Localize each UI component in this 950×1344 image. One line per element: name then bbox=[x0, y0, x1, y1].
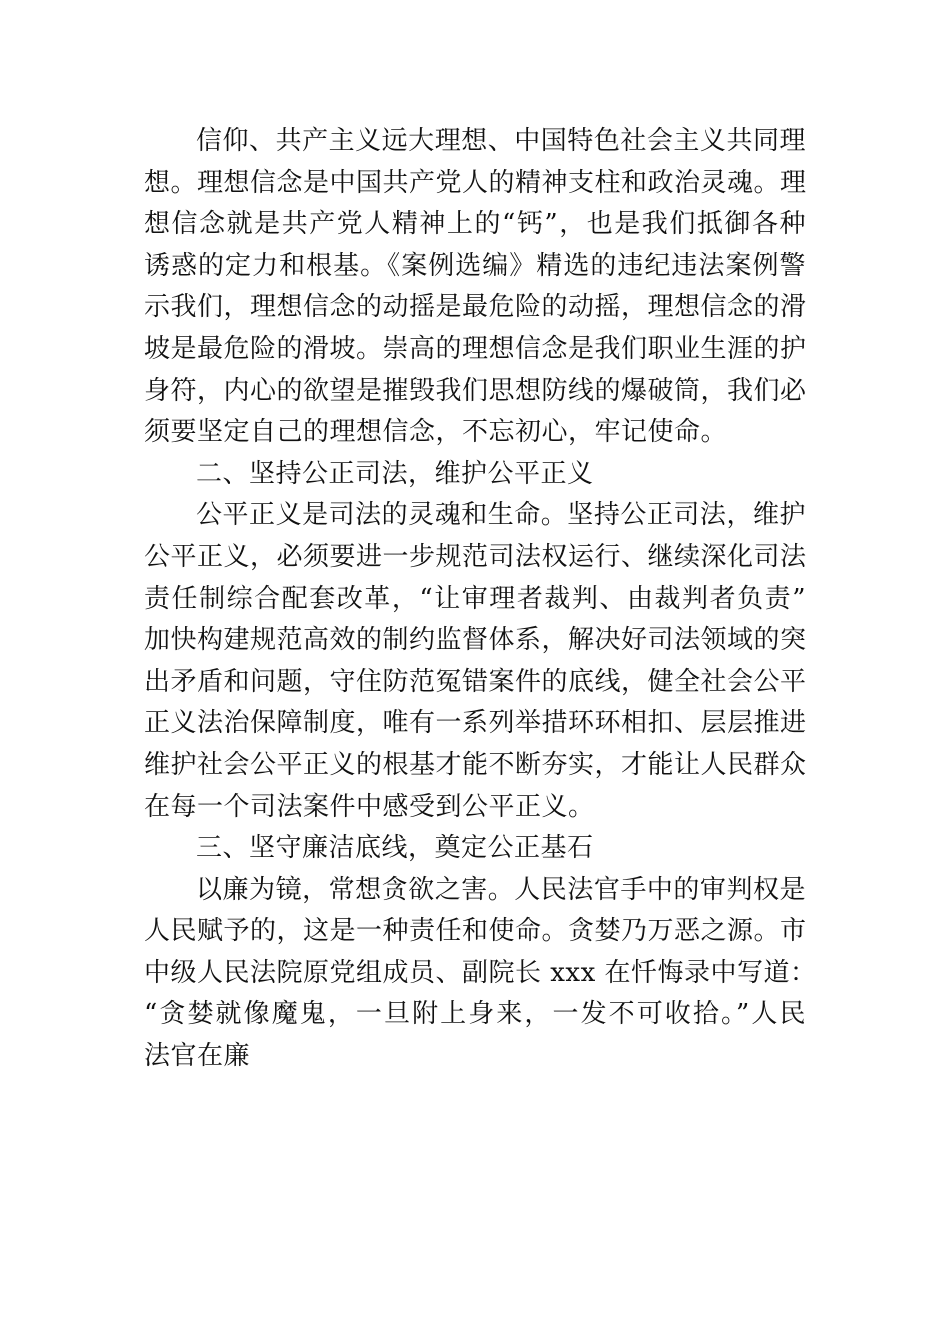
text-line: 须要坚定自己的理想信念，不忘初心，牢记使命。 bbox=[144, 417, 728, 448]
text-line: 公平正义，必须要进一步规范司法权运行、继续深化司法 bbox=[144, 541, 807, 572]
section-heading: 三、坚守廉洁底线，奠定公正基石 bbox=[196, 833, 594, 864]
text-line: 正义法治保障制度，唯有一系列举措环环相扣、层层推进 bbox=[144, 708, 807, 739]
text-line: 示我们，理想信念的动摇是最危险的动摇，理想信念的滑 bbox=[144, 292, 807, 323]
text-line: 诱惑的定力和根基。《案例选编》精选的违纪违法案例警 bbox=[144, 250, 806, 281]
text-line: 在每一个司法案件中感受到公平正义。 bbox=[144, 791, 595, 822]
text-line: 人民赋予的，这是一种责任和使命。贪婪乃万恶之源。市 bbox=[144, 916, 807, 947]
text-line: 加快构建规范高效的制约监督体系，解决好司法领域的突 bbox=[144, 625, 807, 656]
body-text bbox=[144, 121, 817, 1078]
text-line: 出矛盾和问题，守住防范冤错案件的底线，健全社会公平 bbox=[144, 666, 807, 697]
text-line: 维护社会公平正义的根基才能不断夯实，才能让人民群众 bbox=[144, 749, 807, 780]
text-line: 想。理想信念是中国共产党人的精神支柱和政治灵魂。理 bbox=[144, 167, 807, 198]
text-line: 想信念就是共产党人精神上的“钙”，也是我们抵御各种 bbox=[144, 209, 806, 240]
text-line: 信仰、共产主义远大理想、中国特色社会主义共同理 bbox=[196, 126, 806, 156]
section-heading: 二、坚持公正司法，维护公平正义 bbox=[196, 458, 594, 489]
text-line: 公平正义是司法的灵魂和生命。坚持公正司法，维护 bbox=[196, 500, 806, 531]
text-line: 身符，内心的欲望是摧毁我们思想防线的爆破筒，我们必 bbox=[144, 375, 807, 406]
text-line: 法官在廉 bbox=[144, 1041, 251, 1072]
text-line: “贪婪就像魔鬼，一旦附上身来，一发不可收拾。”人民 bbox=[144, 999, 806, 1030]
text-line: 坡是最危险的滑坡。崇高的理想信念是我们职业生涯的护 bbox=[144, 333, 807, 364]
text-line: 以廉为镜，常想贪欲之害。人民法官手中的审判权是 bbox=[196, 874, 806, 905]
text-line: 责任制综合配套改革，“让审理者裁判、由裁判者负责” bbox=[144, 583, 806, 614]
text-line: 中级人民法院原党组成员、副院长 xxx 在忏悔录中写道： bbox=[144, 957, 817, 988]
